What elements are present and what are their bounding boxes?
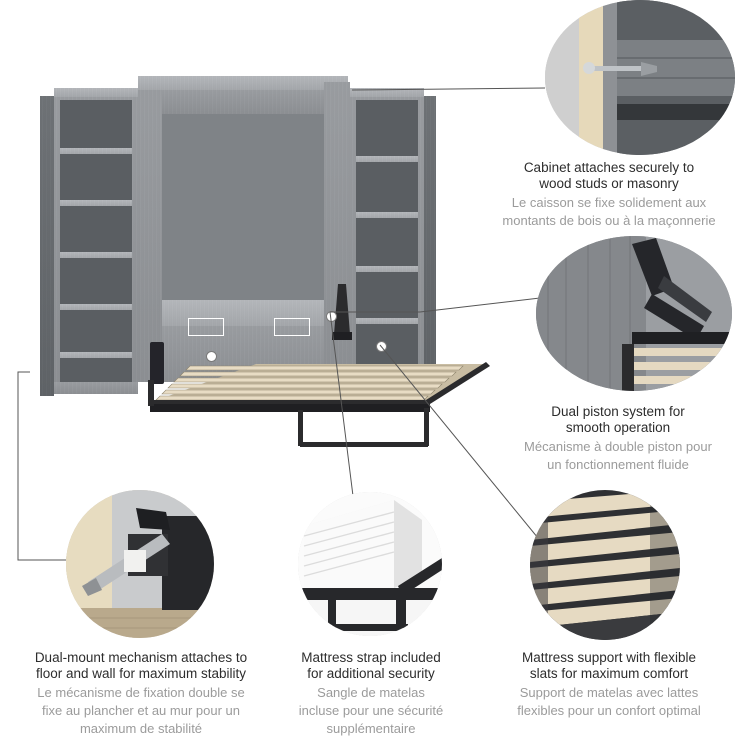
callout-dual-piston-sub-2: un fonctionnement fluide xyxy=(547,456,689,472)
center-cabinet-recess xyxy=(162,114,324,326)
product-illustration xyxy=(28,60,498,430)
mattress-strap-photo xyxy=(298,492,442,636)
bed-slat-deck xyxy=(128,320,498,450)
callout-mattress-support-title-1: Mattress support with flexible xyxy=(521,650,697,665)
right-shelf-2 xyxy=(356,212,418,218)
callout-dual-piston-text xyxy=(486,404,750,473)
callout-mattress-strap-sub-2: incluse pour une sécurité xyxy=(298,702,444,718)
left-shelf-1 xyxy=(60,148,132,154)
center-cabinet-header xyxy=(162,90,348,114)
callout-cabinet-attach-sub-2: montants de bois ou à la maçonnerie xyxy=(502,212,716,228)
callout-dual-piston-title-2: smooth operation xyxy=(565,420,671,436)
callout-dual-mount-sub-3: maximum de stabilité xyxy=(79,720,203,736)
callout-mattress-support-title-2: slats for maximum comfort xyxy=(529,666,689,682)
right-cabinet-top xyxy=(350,88,424,97)
callout-dual-mount-sub-1: Le mécanisme de fixation double se xyxy=(37,684,245,700)
mattress-strap-bracket-left xyxy=(188,318,224,336)
callout-dual-mount-sub-2: fixe au plancher et au mur pour un xyxy=(41,702,240,718)
left-shelf-3 xyxy=(60,252,132,258)
callout-cabinet-attach-sub-1: Le caisson se fixe solidement aux xyxy=(511,194,707,210)
left-shelf-2 xyxy=(60,200,132,206)
hotspot-dot-dual-mount[interactable] xyxy=(206,351,217,362)
callout-cabinet-attach-title-2: wood studs or masonry xyxy=(539,176,679,192)
left-cabinet-top xyxy=(54,88,138,97)
callout-mattress-strap-sub-1: Sangle de matelas xyxy=(317,684,425,700)
left-cabinet-base xyxy=(54,382,138,394)
hotspot-dot-mattress-support[interactable] xyxy=(376,341,387,352)
mattress-slats-photo xyxy=(530,490,680,640)
callout-mattress-support-sub-2: flexibles pour un confort optimal xyxy=(517,702,701,718)
callout-dual-mount-title-1: Dual-mount mechanism attaches to xyxy=(34,650,248,665)
right-shelf-3 xyxy=(356,266,418,272)
callout-dual-piston-sub-1: Mécanisme à double piston pour xyxy=(524,438,712,454)
callout-mattress-strap-title-2: for additional security xyxy=(307,666,435,682)
center-cabinet-top-trim xyxy=(138,76,348,90)
callout-cabinet-attach-title-1: Cabinet attaches securely to xyxy=(523,160,695,175)
cabinet-wall-anchor-photo xyxy=(545,0,735,155)
dual-piston-photo xyxy=(536,236,732,391)
callout-dual-piston-title-1: Dual piston system for xyxy=(551,404,685,419)
hotspot-dot-mattress-strap[interactable] xyxy=(326,311,337,322)
callout-mattress-support-text xyxy=(468,650,750,719)
callout-dual-mount-text xyxy=(10,650,272,737)
callout-mattress-strap-title-1: Mattress strap included xyxy=(301,650,441,665)
left-shelf-4 xyxy=(60,304,132,310)
callout-mattress-strap-sub-3: supplémentaire xyxy=(326,720,416,736)
callout-dual-mount-title-2: floor and wall for maximum stability xyxy=(35,666,247,682)
right-shelf-1 xyxy=(356,156,418,162)
left-shelf-5 xyxy=(60,352,132,358)
callout-mattress-strap-text xyxy=(278,650,464,737)
mattress-strap-bracket-right xyxy=(274,318,310,336)
dual-mount-photo xyxy=(66,490,214,638)
left-cabinet-interior xyxy=(60,100,132,382)
left-cabinet-side-panel xyxy=(40,96,54,396)
callout-cabinet-attach-text xyxy=(468,160,750,229)
callout-mattress-support-sub-1: Support de matelas avec lattes xyxy=(519,684,699,700)
